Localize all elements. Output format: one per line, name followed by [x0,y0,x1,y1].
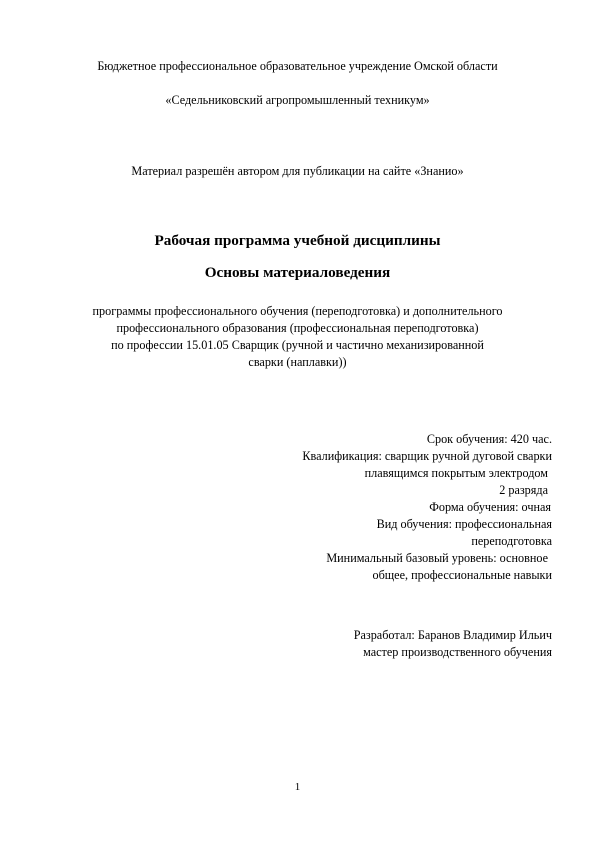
qualification-line-1: Квалификация: сварщик ручной дуговой сварки [302,449,552,463]
study-type-line-2: переподготовка [471,534,552,548]
base-level-line-2: общее, профессиональные навыки [372,568,552,582]
description-line-4: сварки (наплавки)) [248,355,347,369]
program-title: Рабочая программа учебной дисциплины [154,232,441,249]
qualification-grade: 2 разряда [499,483,548,497]
institution-name: Бюджетное профессиональное образовательное учреждение Омской области [97,59,498,73]
discipline-title: Основы материаловедения [204,264,391,281]
description-line-2: профессионального образования (профессиональная переподготовка) [116,321,479,335]
college-name: «Седельниковский агропромышленный техникум» [165,93,430,107]
publication-permission: Материал разрешён автором для публикации на сайте «Знанио» [131,164,464,178]
qualification-line-2: плавящимся покрытым электродом [364,466,548,480]
description-line-1: программы профессионального обучения (переподготовка) и дополнительного [92,304,503,318]
page-number: 1 [294,781,301,793]
developer-position: мастер производственного обучения [363,645,552,659]
description-line-3: по профессии 15.01.05 Сварщик (ручной и частично механизированной [111,338,484,352]
study-form: Форма обучения: очная [429,500,551,514]
base-level-line-1: Минимальный базовый уровень: основное [326,551,548,565]
study-type-line-1: Вид обучения: профессиональная [376,517,552,531]
developer-name: Разработал: Баранов Владимир Ильич [353,628,552,642]
study-duration: Срок обучения: 420 час. [426,432,552,446]
